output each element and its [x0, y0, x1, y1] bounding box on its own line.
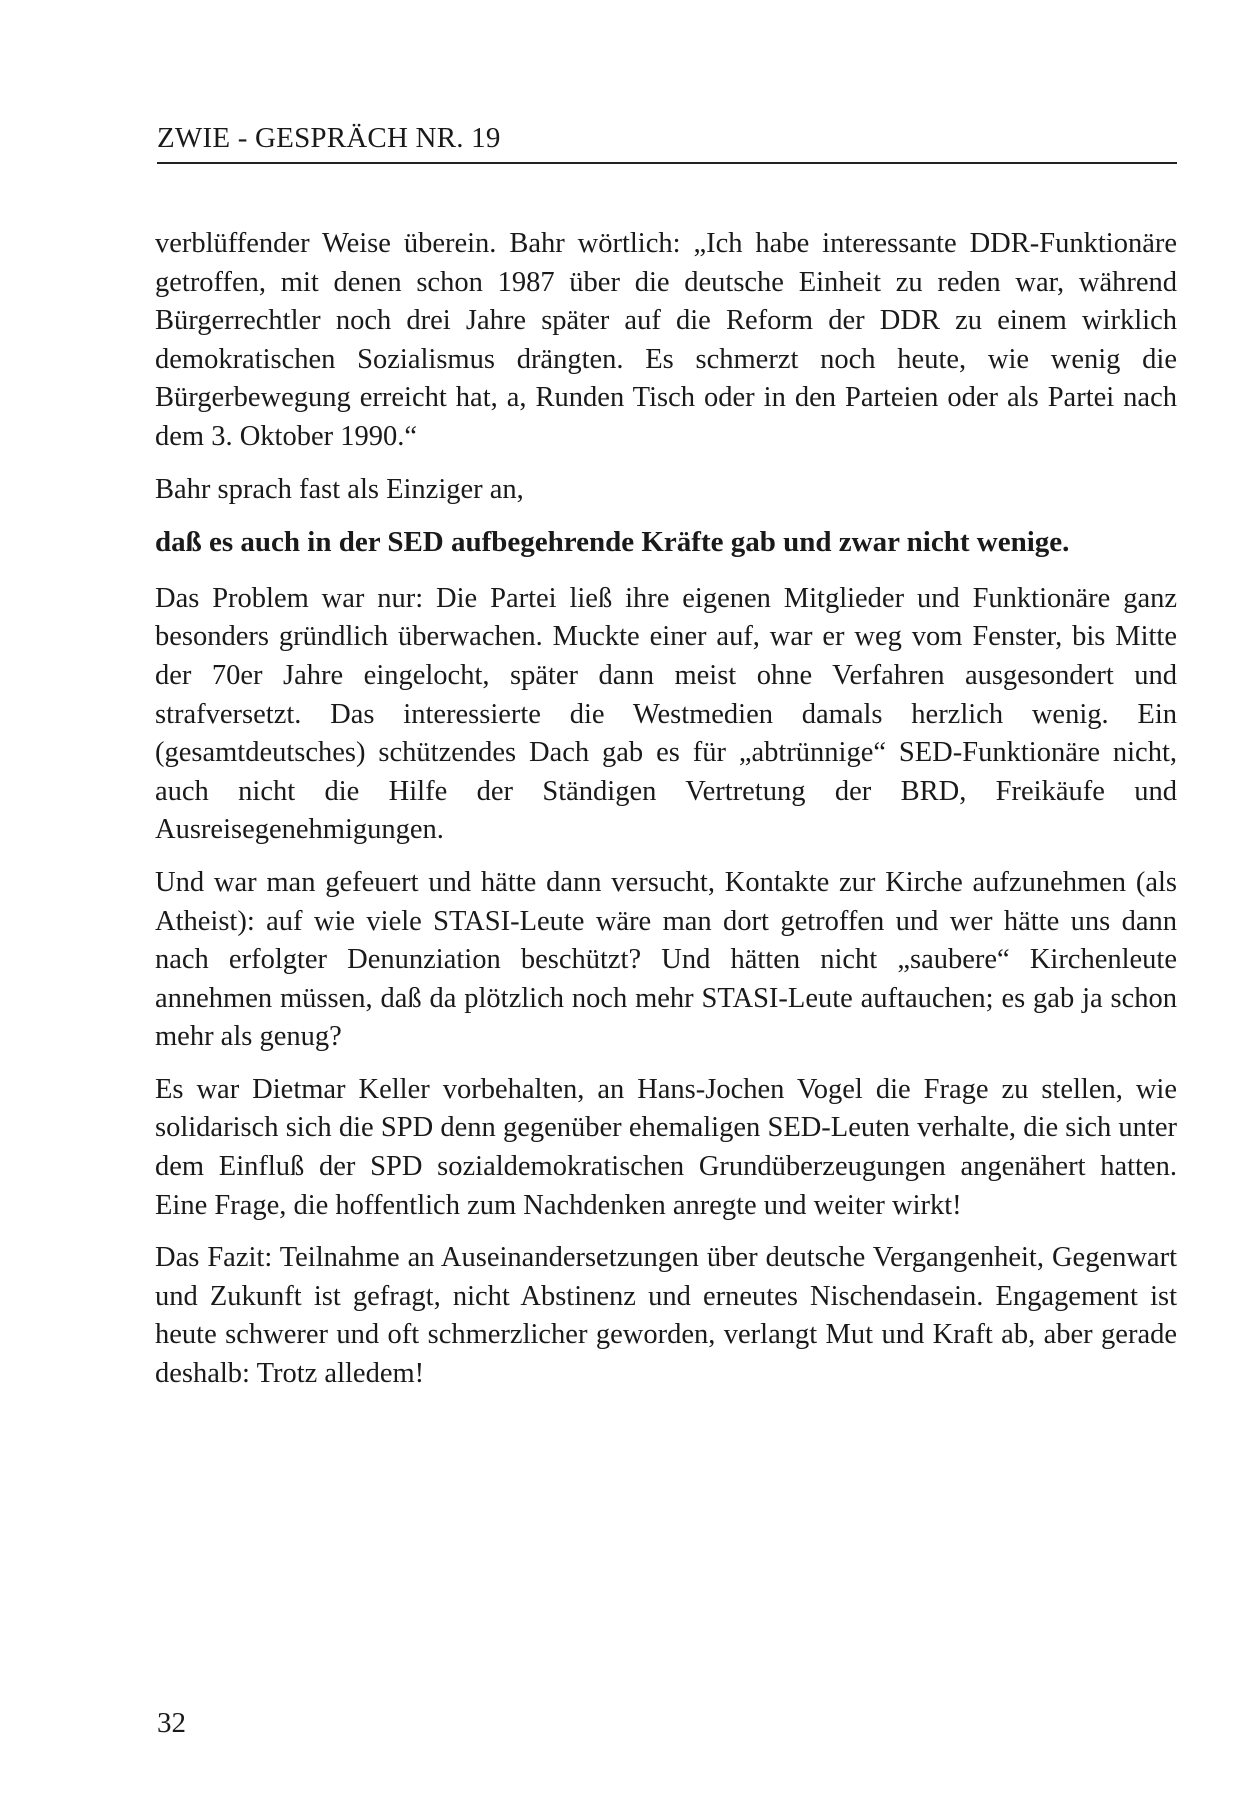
- paragraph-4: Das Problem war nur: Die Partei ließ ihre eigenen Mitglieder und Funktionäre ganz besonders gründlich überwachen. Muckte einer auf, war er weg vom Fenster, bis Mitte der 70er Jahre eingelocht, später dann meist ohne Verfahren ausgesondert und strafversetzt. Das interessierte die Westmedien damals herzlich wenig. Ein (gesamtdeutsches) schützendes Dach gab es für „abtrünnige“ SED-Funktionäre nicht, auch nicht die Hilfe der Ständigen Vertretung der BRD, Freikäufe und Ausreisegenehmigungen.: [155, 582, 1177, 846]
- bold-statement: daß es auch in der SED aufbegehrende Kräfte gab und zwar nicht wenige.: [155, 526, 1070, 559]
- header-title: ZWIE - GESPRÄCH NR. 19: [157, 122, 501, 154]
- paragraph-7: Das Fazit: Teilnahme an Auseinandersetzungen über deutsche Vergangenheit, Gegenwart und Zukunft ist gefragt, nicht Abstinenz und erneutes Nischendasein. Engagement ist heute schwerer und oft schmerzlicher geworden, verlangt Mut und Kraft ab, aber gerade deshalb: Trotz alledem!: [155, 1242, 1177, 1390]
- paragraph-2: Bahr sprach fast als Einziger an,: [155, 473, 524, 505]
- body-text: [155, 225, 1177, 1408]
- paragraph-6: Es war Dietmar Keller vorbehalten, an Hans-Jochen Vogel die Frage zu stellen, wie solidarisch sich die SPD denn gegenüber ehemaligen SED-Leuten verhalte, die sich unter dem Einfluß der SPD sozialdemokratischen Grundüberzeugungen angenähert hatten. Eine Frage, die hoffentlich zum Nachdenken anregte und weiter wirkt!: [155, 1073, 1177, 1221]
- paragraph-1: verblüffender Weise überein. Bahr wörtlich: „Ich habe interessante DDR-Funktionäre getroffen, mit denen schon 1987 über die deutsche Einheit zu reden war, während Bürgerrechtler noch drei Jahre später auf die Reform der DDR zu einem wirklich demokratischen Sozialismus drängten. Es schmerzt noch heute, wie wenig die Bürgerbewegung erreicht hat, a, Runden Tisch oder in den Parteien oder als Partei nach dem 3. Oktober 1990.“: [155, 228, 1177, 452]
- running-header: [157, 118, 1177, 164]
- paragraph-5: Und war man gefeuert und hätte dann versucht, Kontakte zur Kirche aufzunehmen (als Atheist): auf wie viele STASI-Leute wäre man dort getroffen und wer hätte uns dann nach erfolgter Denunziation beschützt? Und hätten nicht „saubere“ Kirchenleute annehmen müssen, daß da plötzlich noch mehr STASI-Leute auftauchen; es gab ja schon mehr als genug?: [155, 866, 1177, 1053]
- page-number: 32: [157, 1707, 186, 1739]
